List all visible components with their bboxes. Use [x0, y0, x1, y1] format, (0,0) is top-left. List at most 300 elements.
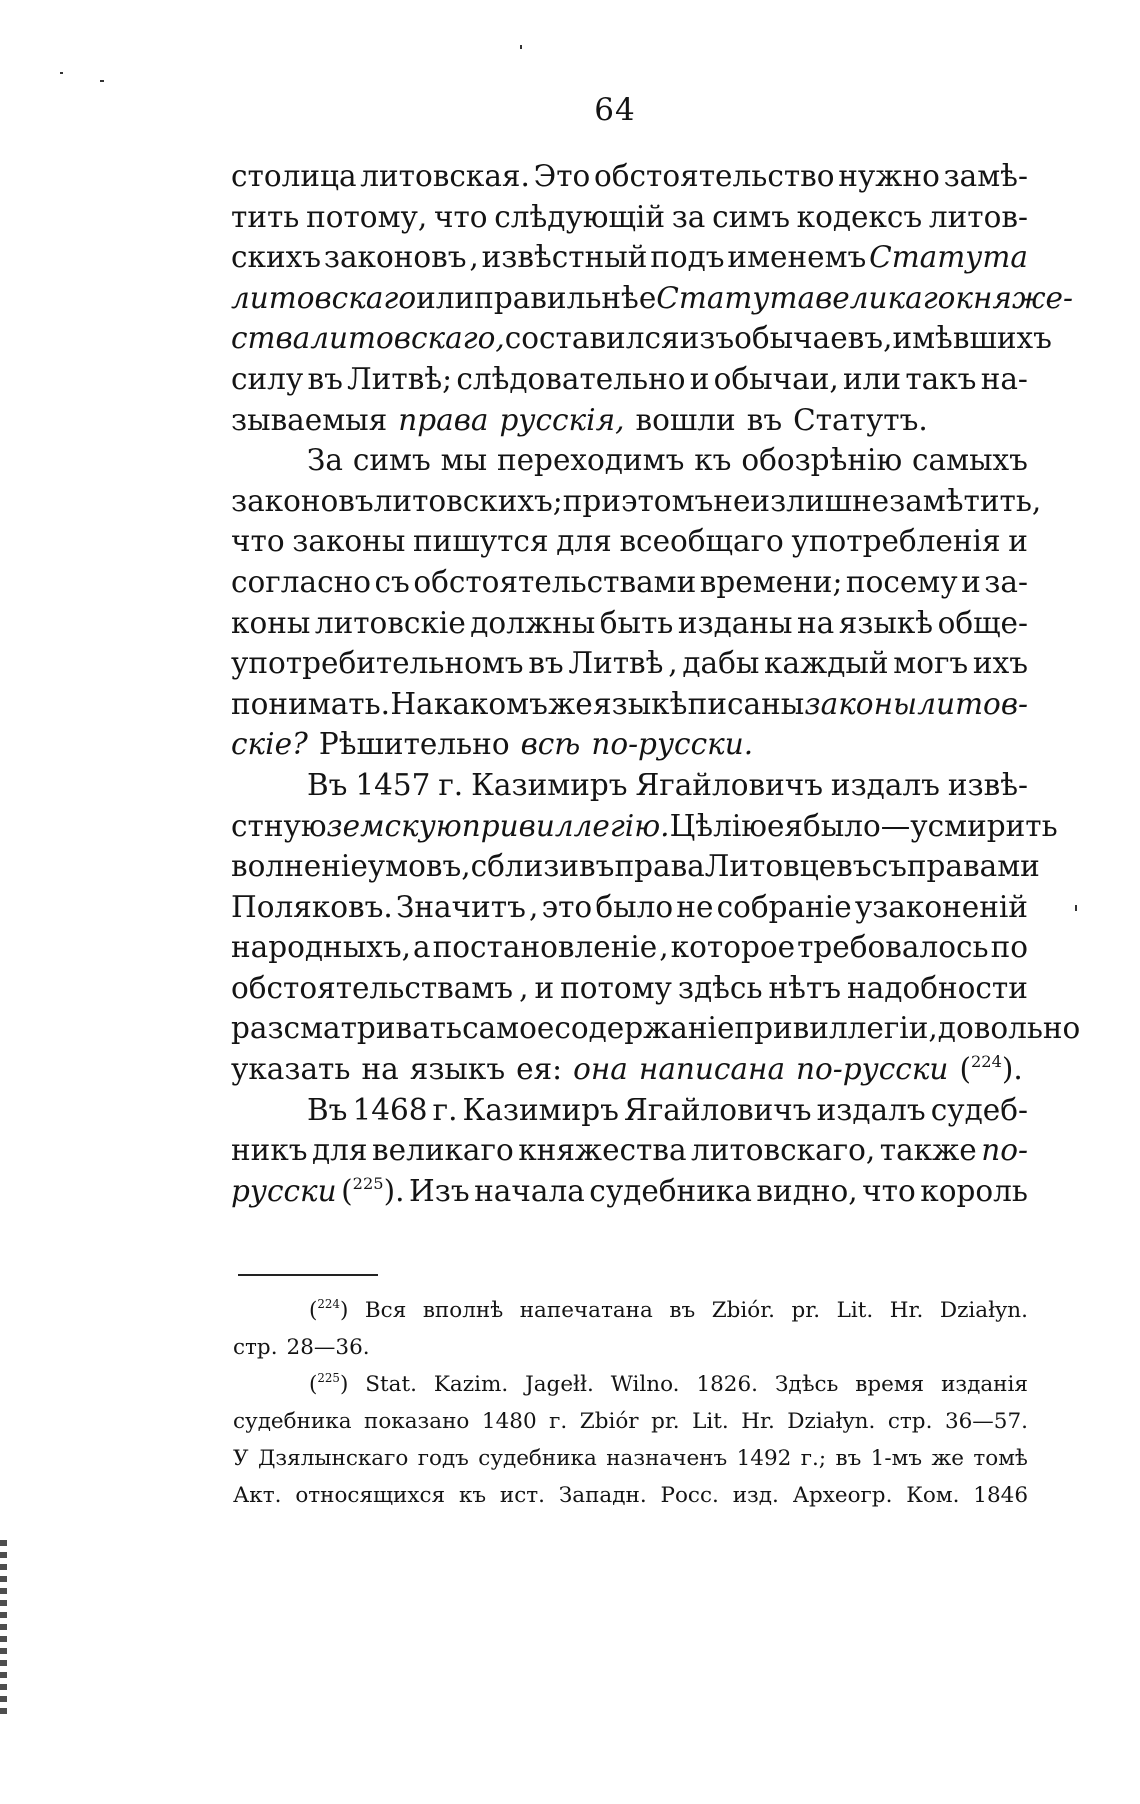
- word: [554, 1008, 734, 1049]
- word: [433, 927, 658, 968]
- footnote-ref: 225: [352, 1173, 384, 1193]
- word-text: литовскаго,: [691, 1133, 876, 1168]
- word-text: годъ: [417, 1446, 469, 1471]
- text-line: [231, 359, 1028, 400]
- word: [306, 197, 427, 238]
- word-text: правильнѣе: [474, 280, 657, 315]
- word-text: употребленія: [791, 524, 1001, 559]
- word: [883, 318, 892, 359]
- word: [907, 846, 1040, 887]
- word-text: обстоятельство: [594, 159, 835, 193]
- text-line: [231, 846, 1040, 887]
- word: [905, 359, 976, 400]
- word: [231, 197, 299, 238]
- word: [310, 318, 504, 359]
- word: [611, 1366, 680, 1403]
- word: [871, 1440, 922, 1477]
- word-text: никъ: [231, 1133, 308, 1168]
- word-text: употребительномъ: [231, 646, 524, 681]
- word: [737, 1440, 792, 1477]
- text-line: [231, 603, 1028, 644]
- word: [838, 156, 940, 197]
- word-text: надобности: [847, 970, 1028, 1005]
- word: [890, 1292, 924, 1329]
- word-text: самыхъ: [912, 443, 1028, 478]
- word-text: начала: [474, 1173, 585, 1208]
- word-text: Hr.: [889, 1298, 924, 1323]
- word-text: кодексъ: [796, 199, 923, 234]
- word-text: великаго: [372, 1133, 514, 1168]
- word-text: Цѣлію: [669, 808, 767, 843]
- word-text: показано: [364, 1409, 470, 1434]
- word: [374, 481, 563, 522]
- word-text: и: [534, 970, 555, 1005]
- word: [694, 440, 731, 481]
- word: [231, 237, 321, 278]
- word-text: здѣсь: [677, 970, 763, 1005]
- word: [308, 359, 343, 400]
- word: [516, 1049, 562, 1090]
- word-text: въ: [669, 1298, 696, 1323]
- word-text: дабы: [682, 646, 760, 681]
- word: [231, 1171, 337, 1212]
- word: [231, 359, 303, 400]
- word-text: (: [341, 1173, 353, 1208]
- word-text: Акт.: [233, 1483, 282, 1508]
- word: [233, 1403, 352, 1440]
- word-text: Ком.: [906, 1483, 960, 1508]
- word: [614, 846, 704, 887]
- word: [797, 197, 923, 238]
- text-line: [231, 440, 1028, 481]
- word: [912, 440, 1028, 481]
- word-text: Поляковъ.: [231, 889, 393, 924]
- word: [940, 1292, 1028, 1329]
- word-text: стр.: [233, 1335, 278, 1360]
- word: [560, 968, 672, 1009]
- word-text: умовъ,: [367, 849, 471, 884]
- word-text: княжества: [518, 1133, 687, 1168]
- word-text: литовская.: [360, 159, 530, 193]
- word-text: судебника: [478, 1446, 597, 1471]
- word: [712, 197, 790, 238]
- word-text: ,: [529, 889, 539, 924]
- word-text: Значитъ: [395, 889, 526, 924]
- word-text: Казимиръ: [462, 1092, 619, 1127]
- word-text: обозрѣнію: [741, 443, 903, 478]
- word-text: Hr.: [741, 1409, 775, 1434]
- word: [855, 887, 1028, 928]
- word: [817, 1090, 926, 1131]
- word-text: (: [959, 1052, 971, 1087]
- text-line: [231, 400, 1028, 441]
- word-text: русскія,: [499, 402, 625, 437]
- word-text: пишутся: [413, 524, 549, 559]
- word: [347, 359, 452, 400]
- word: [438, 765, 463, 806]
- word: [791, 521, 1000, 562]
- word-text: привиллегію.: [461, 808, 670, 843]
- word: [717, 887, 852, 928]
- word: [470, 603, 595, 644]
- word-text: замѣ-: [943, 159, 1028, 193]
- word: [434, 197, 488, 238]
- word-text: ист.: [499, 1483, 546, 1508]
- word: [231, 887, 393, 928]
- word: [549, 1403, 567, 1440]
- word: [835, 1440, 861, 1477]
- word-text: обстоятельствами: [413, 564, 697, 599]
- footnote-line: [233, 1477, 1028, 1514]
- word-text: что: [433, 199, 488, 234]
- word-text: зываемыя: [231, 402, 388, 437]
- word-text: изданы: [677, 605, 793, 640]
- word-text: Казимиръ: [471, 767, 628, 802]
- word: [324, 237, 467, 278]
- word-suffix: ).: [383, 1173, 405, 1208]
- word-text: содержаніе: [554, 1011, 735, 1046]
- word: [973, 1440, 1028, 1477]
- word-text: г.: [549, 1409, 568, 1434]
- word-text: при: [562, 483, 621, 518]
- word-text: симъ: [712, 199, 790, 234]
- word: [413, 562, 696, 603]
- word-text: великаго: [815, 280, 956, 315]
- word-text: Литвѣ: [568, 646, 664, 681]
- word: [713, 481, 750, 522]
- word: [691, 1130, 875, 1171]
- word: [973, 1477, 1028, 1514]
- word-text: русски: [231, 1173, 337, 1208]
- word-text: такъ: [905, 361, 977, 396]
- word: [669, 1292, 695, 1329]
- word: [482, 1403, 537, 1440]
- word-text: За: [307, 443, 343, 478]
- word-text: ,: [668, 646, 678, 681]
- word-text: и: [689, 361, 710, 396]
- word-text: ,: [469, 240, 479, 275]
- word-text: (: [309, 1298, 318, 1323]
- word: [688, 684, 805, 725]
- word-text: столица: [231, 159, 357, 193]
- word-text: къ: [458, 1483, 487, 1508]
- word: [372, 1130, 514, 1171]
- word: [595, 887, 673, 928]
- word-text: въ: [746, 402, 783, 437]
- word-text: Вся: [364, 1298, 407, 1323]
- main-text: [231, 156, 1081, 1211]
- footnote-line: [233, 1329, 1028, 1366]
- word-text: тить: [231, 199, 300, 234]
- word-text: изданія: [941, 1372, 1028, 1397]
- word-text: времени;: [699, 564, 843, 599]
- word: [938, 1008, 1081, 1049]
- word-text: ея:: [516, 1052, 563, 1087]
- word: [568, 643, 663, 684]
- word-text: Археогр.: [792, 1483, 893, 1508]
- word: [733, 1477, 779, 1514]
- word-text: указать: [231, 1052, 351, 1087]
- word: [670, 806, 767, 847]
- word: [888, 1403, 933, 1440]
- word-text: согласно: [231, 564, 372, 599]
- word-text: издалъ: [816, 1092, 926, 1127]
- footnote-divider: [238, 1274, 378, 1276]
- word: [676, 887, 713, 928]
- word: [756, 1171, 857, 1212]
- word: [519, 968, 528, 1009]
- word-text: мы: [440, 443, 488, 478]
- text-line: [231, 197, 1028, 238]
- word: [233, 1440, 249, 1477]
- word: [548, 684, 593, 725]
- word: [341, 1171, 404, 1212]
- word: [639, 1049, 785, 1090]
- word-text: издалъ: [830, 767, 940, 802]
- word-text: разсматривать: [231, 1011, 463, 1046]
- word-text: не: [713, 483, 751, 518]
- word-text: 36—57.: [944, 1409, 1028, 1434]
- word-text: На: [390, 686, 434, 721]
- word-text: законовъ: [231, 483, 374, 518]
- word: [327, 806, 462, 847]
- word-text: къ: [694, 443, 732, 478]
- word: [889, 481, 1041, 522]
- word: [410, 1049, 505, 1090]
- word: [801, 1440, 826, 1477]
- word-text: не: [676, 889, 714, 924]
- word: [231, 643, 524, 684]
- word-text: ,: [659, 930, 669, 965]
- word-text: скихъ: [231, 240, 322, 275]
- word-text: языкъ: [409, 1052, 506, 1087]
- word: [319, 724, 510, 765]
- word: [231, 481, 374, 522]
- word-text: что: [862, 1173, 916, 1208]
- word: [981, 1130, 1028, 1171]
- word: [906, 1477, 959, 1514]
- word: [741, 1403, 775, 1440]
- word-text: г.: [438, 767, 464, 802]
- word: [619, 521, 783, 562]
- word-text: права: [614, 849, 705, 884]
- text-line: [231, 1130, 1028, 1171]
- word-text: она: [573, 1052, 628, 1087]
- word: [973, 643, 1028, 684]
- word: [433, 1090, 458, 1131]
- word: [368, 846, 471, 887]
- word: [839, 603, 933, 644]
- word-text: нѣтъ: [768, 970, 842, 1005]
- word-text: для: [556, 524, 612, 559]
- word-text: вполнѣ: [422, 1298, 504, 1323]
- word-text: именемъ: [727, 240, 867, 275]
- word: [441, 440, 487, 481]
- word: [542, 887, 593, 928]
- word: [520, 1292, 653, 1329]
- word-text: литовскаго: [231, 280, 417, 315]
- word-text: узаконеній: [854, 889, 1028, 924]
- word-text: pr.: [651, 1409, 680, 1434]
- word: [797, 603, 834, 644]
- word-text: Jagełł.: [525, 1372, 594, 1397]
- word: [959, 1049, 1022, 1090]
- word: [594, 156, 835, 197]
- word: [390, 684, 433, 725]
- word: [880, 1130, 977, 1171]
- word: [769, 968, 842, 1009]
- word-text: было—усмирить: [803, 808, 1058, 843]
- word: [258, 1440, 408, 1477]
- word-text: Западн.: [558, 1483, 647, 1508]
- word: [682, 643, 759, 684]
- footnote-ref: 224: [317, 1297, 340, 1312]
- word-text: переходимъ: [496, 443, 685, 478]
- word: [705, 846, 872, 887]
- word: [734, 318, 883, 359]
- word: [714, 359, 839, 400]
- word: [353, 1090, 428, 1131]
- word: [396, 887, 526, 928]
- word-text: на-: [980, 361, 1028, 396]
- word-text: законы: [804, 686, 918, 721]
- text-line: [231, 1171, 1028, 1212]
- word-text: довольно: [937, 1011, 1081, 1046]
- word: [696, 1366, 758, 1403]
- word-text: и: [961, 564, 981, 599]
- word-text: по-: [981, 1133, 1028, 1168]
- word: [847, 968, 1028, 1009]
- text-line: [231, 684, 1028, 725]
- word: [474, 1171, 585, 1212]
- word: [529, 887, 538, 928]
- text-line: [231, 643, 1028, 684]
- word: [678, 603, 793, 644]
- word-text: Въ: [307, 1092, 348, 1127]
- word-text: на: [796, 605, 835, 640]
- word: [231, 927, 411, 968]
- word: [478, 1440, 597, 1477]
- word: [462, 806, 670, 847]
- word-text: pr.: [791, 1298, 821, 1323]
- word: [775, 1366, 838, 1403]
- word: [837, 1292, 874, 1329]
- word: [534, 968, 554, 1009]
- word-text: которое: [670, 930, 796, 965]
- word-text: или: [416, 280, 475, 315]
- word-text: 1492: [736, 1446, 792, 1471]
- word: [482, 237, 648, 278]
- word-text: Литвѣ;: [347, 361, 453, 396]
- word-text: излишне: [750, 483, 890, 518]
- word: [831, 765, 940, 806]
- text-line: [231, 278, 1073, 319]
- word-text: 1846: [973, 1483, 1028, 1508]
- word-text: составился: [504, 321, 680, 356]
- word: [231, 156, 357, 197]
- word: [309, 1366, 348, 1403]
- word-text: ства: [231, 321, 311, 356]
- word: [869, 237, 1028, 278]
- word: [593, 684, 687, 725]
- word: [805, 684, 918, 725]
- word-text: имѣвшихъ: [892, 321, 1052, 356]
- word-text: 1468: [352, 1092, 428, 1127]
- word-text: всеобщаго: [619, 524, 784, 559]
- word: [796, 1049, 948, 1090]
- word-text: быть: [599, 605, 674, 640]
- word: [764, 643, 888, 684]
- word-text: по: [990, 930, 1028, 965]
- footnote-line: [233, 1440, 1028, 1477]
- word-text: нужно: [838, 159, 940, 193]
- text-line: [231, 1049, 1028, 1090]
- word: [456, 359, 685, 400]
- word-text: симъ: [352, 443, 431, 478]
- word-text: Zbiór: [579, 1409, 639, 1434]
- word: [525, 1366, 594, 1403]
- word: [233, 1477, 281, 1514]
- word-text: назначенъ: [606, 1446, 728, 1471]
- word: [292, 521, 405, 562]
- word: [365, 1366, 417, 1403]
- word: [413, 927, 431, 968]
- word: [459, 1477, 486, 1514]
- word: [497, 440, 684, 481]
- text-line: [231, 318, 1052, 359]
- word-text: обычаевъ: [734, 321, 884, 356]
- word-text: (: [309, 1372, 318, 1397]
- word-text: коны: [231, 605, 311, 640]
- word: [624, 1090, 812, 1131]
- word: [563, 481, 621, 522]
- word-text: привиллегіи,: [734, 1011, 938, 1046]
- word-text: судеб-: [930, 1092, 1028, 1127]
- scan-speck: [100, 80, 104, 82]
- word: [734, 1008, 937, 1049]
- text-line: [231, 765, 1028, 806]
- word-text: судебника: [589, 1173, 752, 1208]
- word: [231, 521, 285, 562]
- word: [423, 1292, 503, 1329]
- word-text: литовскіе: [314, 605, 466, 640]
- word: [580, 1403, 639, 1440]
- word-text: что: [231, 524, 285, 559]
- word-text: скіе?: [231, 727, 308, 762]
- word: [948, 765, 1028, 806]
- word-text: ея: [766, 808, 804, 843]
- word-text: языкѣ: [593, 686, 688, 721]
- word-text: этомъ: [620, 483, 714, 518]
- word: [309, 1292, 348, 1329]
- word-text: ихъ: [972, 646, 1028, 681]
- word-text: по-русски.: [591, 727, 754, 762]
- word-text: силу: [231, 361, 304, 396]
- text-line: [231, 1090, 1028, 1131]
- word-text: король: [920, 1173, 1028, 1208]
- word-text: ,: [883, 321, 893, 356]
- word-text: за-: [984, 564, 1028, 599]
- word: [231, 400, 387, 441]
- page-number: 64: [594, 92, 636, 128]
- word: [463, 1090, 619, 1131]
- word-text: какомъ: [433, 686, 548, 721]
- word: [668, 643, 677, 684]
- word: [534, 156, 591, 197]
- word: [792, 1292, 821, 1329]
- word-text: Wilno.: [610, 1372, 680, 1397]
- word-text: съ: [871, 849, 907, 884]
